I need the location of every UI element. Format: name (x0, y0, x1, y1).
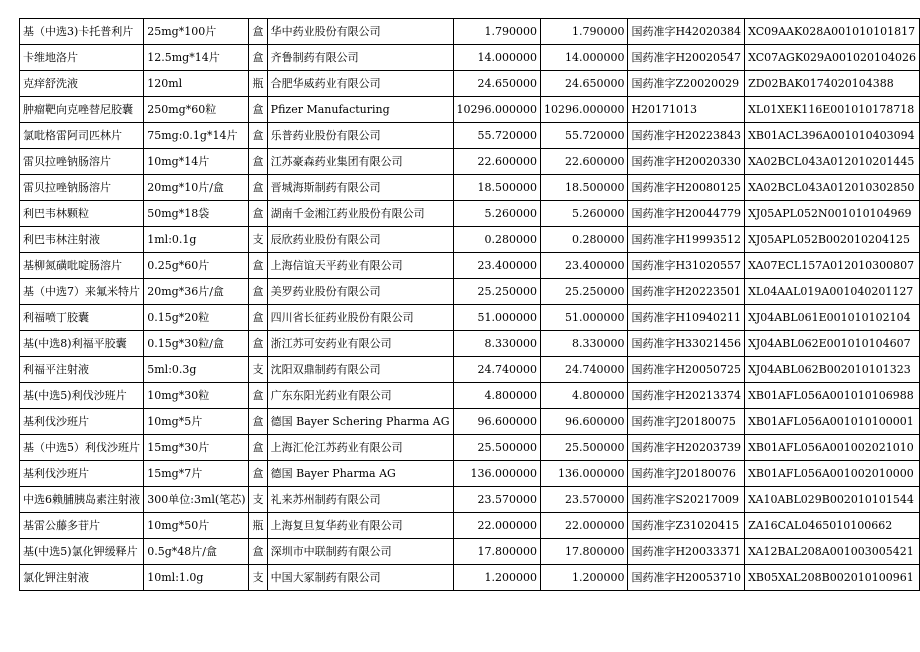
table-row (20, 253, 920, 279)
price-cell: 24.650000 (453, 71, 540, 97)
unit-cell: 盒 (249, 331, 267, 357)
table-row (20, 461, 920, 487)
unit-cell: 瓶 (249, 513, 267, 539)
retail-price-cell: 24.650000 (540, 71, 627, 97)
drug-name-cell: 基利伐沙班片 (20, 409, 144, 435)
retail-price-cell: 0.280000 (540, 227, 627, 253)
spec-cell: 10mg*30粒 (144, 383, 249, 409)
retail-price-cell: 24.740000 (540, 357, 627, 383)
drug-name-cell: 雷贝拉唑钠肠溶片 (20, 175, 144, 201)
approval-number-cell: 国药准字H20044779 (628, 201, 745, 227)
table-row (20, 201, 920, 227)
retail-price-cell: 23.570000 (540, 487, 627, 513)
drug-name-cell: 雷贝拉唑钠肠溶片 (20, 149, 144, 175)
drug-name-cell: 利福平注射液 (20, 357, 144, 383)
unit-cell: 盒 (249, 149, 267, 175)
drug-name-cell: 基(中选8)利福平胶囊 (20, 331, 144, 357)
spec-cell: 15mg*7片 (144, 461, 249, 487)
spec-cell: 10mg*14片 (144, 149, 249, 175)
table-row (20, 487, 920, 513)
retail-price-cell: 96.600000 (540, 409, 627, 435)
approval-number-cell: 国药准字Z31020415 (628, 513, 745, 539)
table-row (20, 409, 920, 435)
code-cell: XJ04ABL062E001010104607 (745, 331, 920, 357)
spec-cell: 0.5g*48片/盒 (144, 539, 249, 565)
approval-number-cell: 国药准字H20053710 (628, 565, 745, 591)
approval-number-cell: 国药准字H20203739 (628, 435, 745, 461)
table-row (20, 513, 920, 539)
drug-name-cell: 基利伐沙班片 (20, 461, 144, 487)
manufacturer-cell: 浙江苏可安药业有限公司 (267, 331, 453, 357)
table-row (20, 123, 920, 149)
retail-price-cell: 22.600000 (540, 149, 627, 175)
spec-cell: 15mg*30片 (144, 435, 249, 461)
retail-price-cell: 5.260000 (540, 201, 627, 227)
unit-cell: 瓶 (249, 71, 267, 97)
manufacturer-cell: 华中药业股份有限公司 (267, 19, 453, 45)
spec-cell: 12.5mg*14片 (144, 45, 249, 71)
table-row (20, 227, 920, 253)
retail-price-cell: 1.790000 (540, 19, 627, 45)
manufacturer-cell: 齐鲁制药有限公司 (267, 45, 453, 71)
price-cell: 10296.000000 (453, 97, 540, 123)
price-cell: 55.720000 (453, 123, 540, 149)
manufacturer-cell: Pfizer Manufacturing (267, 97, 453, 123)
code-cell: XB01AFL056A001010100001 (745, 409, 920, 435)
approval-number-cell: 国药准字H19993512 (628, 227, 745, 253)
unit-cell: 支 (249, 357, 267, 383)
spec-cell: 0.15g*20粒 (144, 305, 249, 331)
spec-cell: 20mg*10片/盒 (144, 175, 249, 201)
code-cell: XC07AGK029A001020104026 (745, 45, 920, 71)
drug-name-cell: 利巴韦林颗粒 (20, 201, 144, 227)
code-cell: XL01XEK116E001010178718 (745, 97, 920, 123)
table-row (20, 357, 920, 383)
drug-name-cell: 利巴韦林注射液 (20, 227, 144, 253)
manufacturer-cell: 德国 Bayer Schering Pharma AG (267, 409, 453, 435)
price-cell: 1.200000 (453, 565, 540, 591)
retail-price-cell: 136.000000 (540, 461, 627, 487)
approval-number-cell: 国药准字H20020547 (628, 45, 745, 71)
approval-number-cell: 国药准字H33021456 (628, 331, 745, 357)
drug-name-cell: 中选6赖脯胰岛素注射液 (20, 487, 144, 513)
retail-price-cell: 25.250000 (540, 279, 627, 305)
retail-price-cell: 22.000000 (540, 513, 627, 539)
retail-price-cell: 23.400000 (540, 253, 627, 279)
price-cell: 23.570000 (453, 487, 540, 513)
retail-price-cell: 14.000000 (540, 45, 627, 71)
unit-cell: 支 (249, 227, 267, 253)
price-cell: 0.280000 (453, 227, 540, 253)
code-cell: XA10ABL029B002010101544 (745, 487, 920, 513)
table-row (20, 97, 920, 123)
spec-cell: 75mg:0.1g*14片 (144, 123, 249, 149)
code-cell: XA07ECL157A012010300807 (745, 253, 920, 279)
unit-cell: 盒 (249, 383, 267, 409)
retail-price-cell: 8.330000 (540, 331, 627, 357)
approval-number-cell: 国药准字Z20020029 (628, 71, 745, 97)
manufacturer-cell: 江苏豪森药业集团有限公司 (267, 149, 453, 175)
spec-cell: 300单位:3ml(笔芯) (144, 487, 249, 513)
table-row (20, 565, 920, 591)
unit-cell: 盒 (249, 435, 267, 461)
code-cell: XJ05APL052B002010204125 (745, 227, 920, 253)
approval-number-cell: H20171013 (628, 97, 745, 123)
drug-name-cell: 基（中选3)卡托普利片 (20, 19, 144, 45)
table-row (20, 71, 920, 97)
approval-number-cell: 国药准字H20033371 (628, 539, 745, 565)
unit-cell: 盒 (249, 409, 267, 435)
price-cell: 136.000000 (453, 461, 540, 487)
price-cell: 23.400000 (453, 253, 540, 279)
spec-cell: 10mg*5片 (144, 409, 249, 435)
approval-number-cell: 国药准字H20223501 (628, 279, 745, 305)
code-cell: XB01AFL056A001010106988 (745, 383, 920, 409)
approval-number-cell: 国药准字J20180075 (628, 409, 745, 435)
drug-price-table (19, 18, 920, 591)
spec-cell: 5ml:0.3g (144, 357, 249, 383)
table-row (20, 331, 920, 357)
spec-cell: 50mg*18袋 (144, 201, 249, 227)
code-cell: XJ04ABL061E001010102104 (745, 305, 920, 331)
code-cell: XL04AAL019A001040201127 (745, 279, 920, 305)
drug-name-cell: 基雷公藤多苷片 (20, 513, 144, 539)
spec-cell: 1ml:0.1g (144, 227, 249, 253)
unit-cell: 盒 (249, 539, 267, 565)
manufacturer-cell: 德国 Bayer Pharma AG (267, 461, 453, 487)
price-cell: 17.800000 (453, 539, 540, 565)
code-cell: XB01AFL056A001002021010 (745, 435, 920, 461)
unit-cell: 盒 (249, 97, 267, 123)
code-cell: XA02BCL043A012010201445 (745, 149, 920, 175)
table-row (20, 305, 920, 331)
unit-cell: 盒 (249, 305, 267, 331)
price-cell: 4.800000 (453, 383, 540, 409)
code-cell: ZA16CAL0465010100662 (745, 513, 920, 539)
table-row (20, 19, 920, 45)
spec-cell: 20mg*36片/盒 (144, 279, 249, 305)
unit-cell: 盒 (249, 19, 267, 45)
spec-cell: 120ml (144, 71, 249, 97)
code-cell: XJ05APL052N001010104969 (745, 201, 920, 227)
retail-price-cell: 51.000000 (540, 305, 627, 331)
price-cell: 22.600000 (453, 149, 540, 175)
price-cell: 22.000000 (453, 513, 540, 539)
table-row (20, 383, 920, 409)
code-cell: XB05XAL208B002010100961 (745, 565, 920, 591)
drug-name-cell: 氯吡格雷阿司匹林片 (20, 123, 144, 149)
spec-cell: 25mg*100片 (144, 19, 249, 45)
manufacturer-cell: 湖南千金湘江药业股份有限公司 (267, 201, 453, 227)
code-cell: XA02BCL043A012010302850 (745, 175, 920, 201)
manufacturer-cell: 中国大冢制药有限公司 (267, 565, 453, 591)
table-body (20, 19, 920, 591)
retail-price-cell: 55.720000 (540, 123, 627, 149)
approval-number-cell: 国药准字J20180076 (628, 461, 745, 487)
code-cell: XB01AFL056A001002010000 (745, 461, 920, 487)
price-cell: 18.500000 (453, 175, 540, 201)
manufacturer-cell: 合肥华威药业有限公司 (267, 71, 453, 97)
retail-price-cell: 18.500000 (540, 175, 627, 201)
price-cell: 24.740000 (453, 357, 540, 383)
spec-cell: 0.25g*60片 (144, 253, 249, 279)
price-cell: 14.000000 (453, 45, 540, 71)
table-row (20, 45, 920, 71)
unit-cell: 盒 (249, 279, 267, 305)
approval-number-cell: 国药准字H20223843 (628, 123, 745, 149)
code-cell: XJ04ABL062B002010101323 (745, 357, 920, 383)
manufacturer-cell: 深圳市中联制药有限公司 (267, 539, 453, 565)
unit-cell: 盒 (249, 123, 267, 149)
drug-name-cell: 基（中选5）利伐沙班片 (20, 435, 144, 461)
retail-price-cell: 10296.000000 (540, 97, 627, 123)
manufacturer-cell: 四川省长征药业股份有限公司 (267, 305, 453, 331)
manufacturer-cell: 广东东阳光药业有限公司 (267, 383, 453, 409)
unit-cell: 盒 (249, 175, 267, 201)
retail-price-cell: 4.800000 (540, 383, 627, 409)
unit-cell: 盒 (249, 45, 267, 71)
approval-number-cell: 国药准字S20217009 (628, 487, 745, 513)
drug-name-cell: 卡维地洛片 (20, 45, 144, 71)
manufacturer-cell: 上海汇伦江苏药业有限公司 (267, 435, 453, 461)
approval-number-cell: 国药准字H20213374 (628, 383, 745, 409)
approval-number-cell: 国药准字H20050725 (628, 357, 745, 383)
retail-price-cell: 1.200000 (540, 565, 627, 591)
unit-cell: 盒 (249, 461, 267, 487)
code-cell: ZD02BAK0174020104388 (745, 71, 920, 97)
price-cell: 96.600000 (453, 409, 540, 435)
table-row (20, 279, 920, 305)
spec-cell: 0.15g*30粒/盒 (144, 331, 249, 357)
price-cell: 51.000000 (453, 305, 540, 331)
manufacturer-cell: 乐普药业股份有限公司 (267, 123, 453, 149)
retail-price-cell: 25.500000 (540, 435, 627, 461)
approval-number-cell: 国药准字H10940211 (628, 305, 745, 331)
price-cell: 8.330000 (453, 331, 540, 357)
spec-cell: 250mg*60粒 (144, 97, 249, 123)
unit-cell: 盒 (249, 253, 267, 279)
drug-name-cell: 克痒舒洗液 (20, 71, 144, 97)
manufacturer-cell: 美罗药业股份有限公司 (267, 279, 453, 305)
table-row (20, 539, 920, 565)
approval-number-cell: 国药准字H31020557 (628, 253, 745, 279)
price-cell: 25.500000 (453, 435, 540, 461)
unit-cell: 盒 (249, 201, 267, 227)
manufacturer-cell: 晋城海斯制药有限公司 (267, 175, 453, 201)
unit-cell: 支 (249, 487, 267, 513)
drug-name-cell: 基（中选7）来氟米特片 (20, 279, 144, 305)
drug-name-cell: 肿瘤靶向克唑替尼胶囊 (20, 97, 144, 123)
code-cell: XB01ACL396A001010403094 (745, 123, 920, 149)
approval-number-cell: 国药准字H20020330 (628, 149, 745, 175)
manufacturer-cell: 上海复旦复华药业有限公司 (267, 513, 453, 539)
retail-price-cell: 17.800000 (540, 539, 627, 565)
price-cell: 5.260000 (453, 201, 540, 227)
drug-name-cell: 利福喷丁胶囊 (20, 305, 144, 331)
price-cell: 1.790000 (453, 19, 540, 45)
drug-name-cell: 基(中选5)利伐沙班片 (20, 383, 144, 409)
spec-cell: 10ml:1.0g (144, 565, 249, 591)
manufacturer-cell: 上海信谊天平药业有限公司 (267, 253, 453, 279)
drug-name-cell: 基柳氮磺吡啶肠溶片 (20, 253, 144, 279)
table-row (20, 149, 920, 175)
code-cell: XC09AAK028A001010101817 (745, 19, 920, 45)
manufacturer-cell: 辰欣药业股份有限公司 (267, 227, 453, 253)
table-row (20, 435, 920, 461)
unit-cell: 支 (249, 565, 267, 591)
manufacturer-cell: 礼来苏州制药有限公司 (267, 487, 453, 513)
drug-name-cell: 氯化钾注射液 (20, 565, 144, 591)
manufacturer-cell: 沈阳双鼎制药有限公司 (267, 357, 453, 383)
code-cell: XA12BAL208A001003005421 (745, 539, 920, 565)
approval-number-cell: 国药准字H20080125 (628, 175, 745, 201)
drug-name-cell: 基(中选5)氯化钾缓释片 (20, 539, 144, 565)
price-cell: 25.250000 (453, 279, 540, 305)
table-row (20, 175, 920, 201)
approval-number-cell: 国药准字H42020384 (628, 19, 745, 45)
spec-cell: 10mg*50片 (144, 513, 249, 539)
